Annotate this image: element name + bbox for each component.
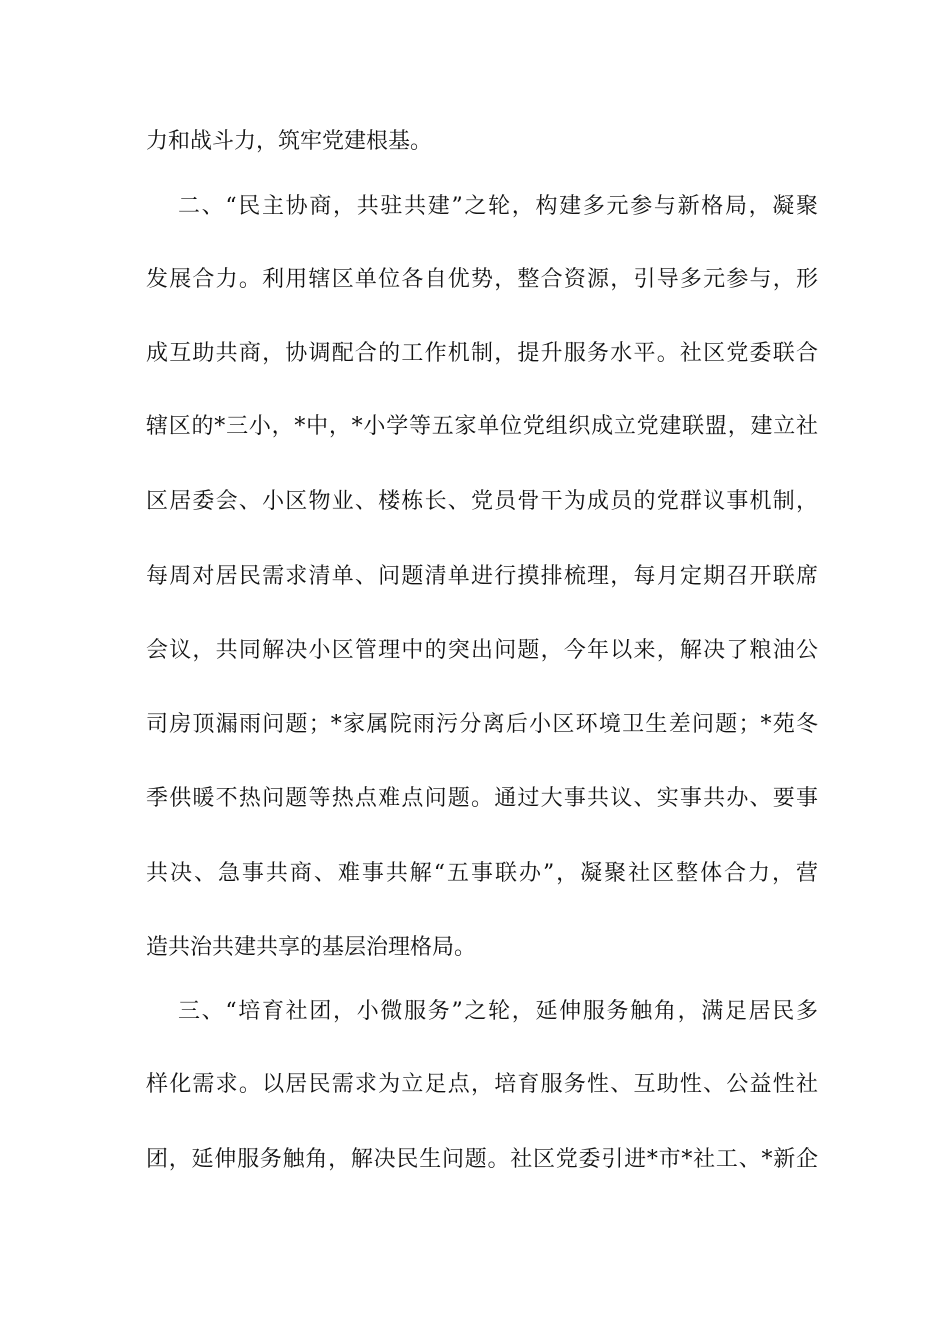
text-line-7: 每周对居民需求清单、问题清单进行摸排梳理，每月定期召开联席 (146, 564, 818, 589)
text-line-11: 共决、急事共商、难事共解“五事联办”，凝聚社区整体合力，营 (146, 861, 818, 886)
text-line-1: 力和战斗力，筑牢党建根基。 (146, 129, 433, 154)
text-line-2: 二、“民主协商，共驻共建”之轮，构建多元参与新格局，凝聚 (178, 194, 818, 219)
text-line-5: 辖区的*三小，*中，*小学等五家单位党组织成立党建联盟，建立社 (146, 414, 818, 439)
text-line-3: 发展合力。利用辖区单位各自优势，整合资源，引导多元参与，形 (146, 267, 818, 292)
text-line-15: 团，延伸服务触角，解决民生问题。社区党委引进*市*社工、*新企 (146, 1147, 818, 1172)
text-line-8: 会议，共同解决小区管理中的突出问题，今年以来，解决了粮油公 (146, 638, 818, 663)
text-line-10: 季供暖不热问题等热点难点问题。通过大事共议、实事共办、要事 (146, 786, 818, 811)
text-line-14: 样化需求。以居民需求为立足点，培育服务性、互助性、公益性社 (146, 1072, 818, 1097)
text-line-12: 造共治共建共享的基层治理格局。 (146, 935, 477, 960)
text-line-6: 区居委会、小区物业、楼栋长、党员骨干为成员的党群议事机制， (146, 489, 818, 514)
text-line-9: 司房顶漏雨问题；*家属院雨污分离后小区环境卫生差问题；*苑冬 (146, 712, 818, 737)
text-line-13: 三、“培育社团，小微服务”之轮，延伸服务触角，满足居民多 (178, 999, 818, 1024)
text-line-4: 成互助共商，协调配合的工作机制，提升服务水平。社区党委联合 (146, 341, 818, 366)
